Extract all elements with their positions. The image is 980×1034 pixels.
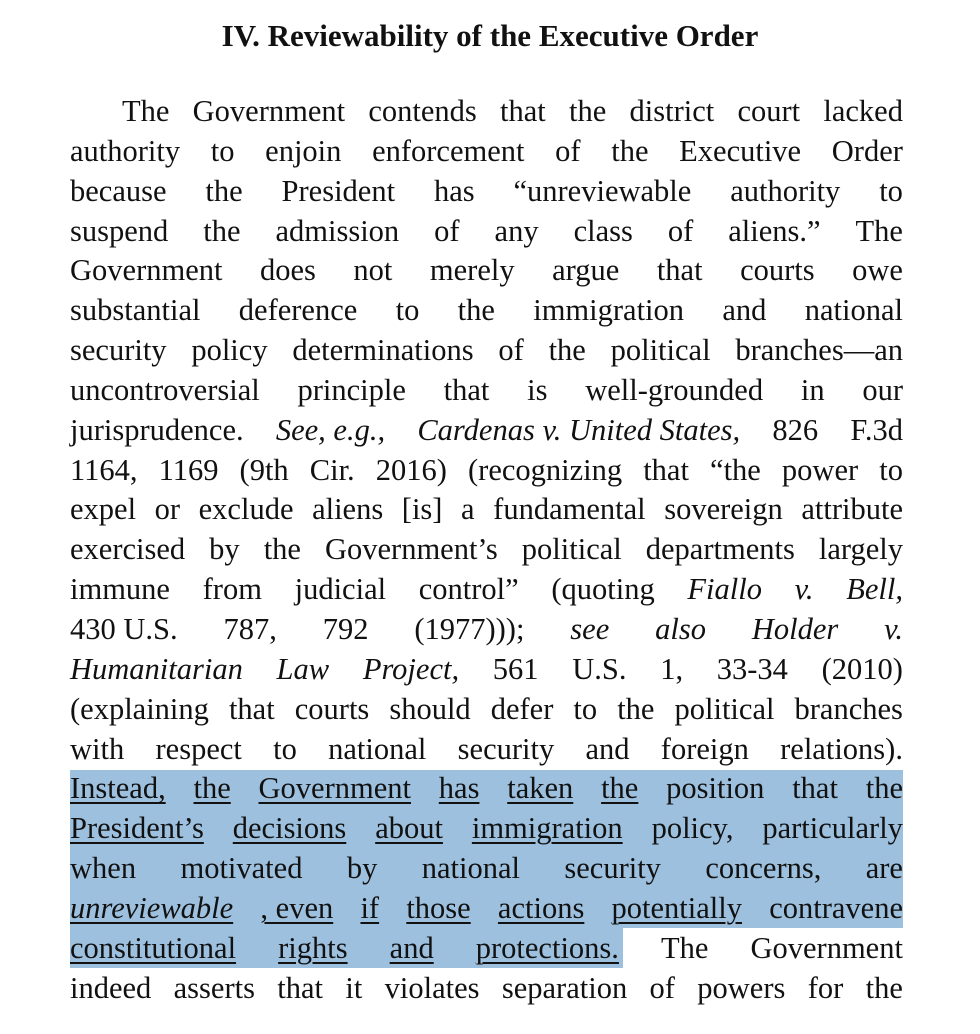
word: exclude bbox=[198, 492, 294, 527]
word: Government bbox=[750, 930, 903, 965]
word: by bbox=[209, 532, 240, 567]
word: national bbox=[804, 293, 903, 328]
word: does bbox=[259, 253, 316, 288]
word: rights bbox=[278, 930, 348, 965]
word: that bbox=[443, 372, 490, 407]
word: taken bbox=[507, 771, 574, 806]
word: our bbox=[862, 372, 903, 407]
word: the bbox=[617, 691, 655, 726]
word: (recognizing bbox=[468, 452, 623, 487]
word: the bbox=[203, 213, 241, 248]
word: Humanitarian bbox=[70, 651, 243, 686]
word: district bbox=[629, 94, 715, 128]
word: contends bbox=[368, 94, 477, 128]
text-line bbox=[70, 172, 903, 212]
word: security bbox=[564, 851, 661, 886]
word: potentially bbox=[611, 890, 742, 925]
word: political bbox=[674, 691, 775, 726]
word: security bbox=[70, 333, 167, 368]
word: see bbox=[570, 611, 610, 646]
word: the bbox=[457, 293, 495, 328]
text-line bbox=[70, 212, 903, 252]
word: courts bbox=[294, 691, 370, 726]
word: Government bbox=[258, 771, 411, 806]
text-line bbox=[70, 769, 903, 809]
word: 787, bbox=[223, 611, 277, 646]
word: when bbox=[70, 851, 137, 886]
word: of bbox=[434, 213, 460, 248]
word: 1, bbox=[660, 651, 684, 686]
word: to bbox=[879, 452, 903, 487]
word: fundamental bbox=[493, 492, 646, 527]
word: to bbox=[210, 133, 235, 168]
word: Cir. bbox=[309, 452, 355, 487]
word: enjoin bbox=[265, 133, 342, 168]
word: national bbox=[328, 731, 427, 766]
word: Instead, bbox=[70, 771, 166, 806]
word: authority bbox=[70, 133, 181, 168]
word: 1169 bbox=[158, 452, 219, 487]
word: 561 bbox=[492, 651, 539, 686]
word: of bbox=[555, 133, 581, 168]
word: well-grounded bbox=[585, 372, 764, 407]
word: has bbox=[433, 173, 475, 208]
word: immigration bbox=[471, 811, 623, 846]
word: the bbox=[865, 771, 903, 806]
word: expel bbox=[70, 492, 137, 527]
word: [is] bbox=[401, 492, 443, 527]
word: and bbox=[585, 731, 630, 766]
text-line bbox=[70, 849, 903, 889]
word: the bbox=[548, 333, 586, 368]
word: power bbox=[781, 452, 859, 487]
word: determinations bbox=[292, 333, 474, 368]
word: exercised bbox=[70, 532, 186, 567]
text-line bbox=[70, 451, 903, 491]
word: contravene bbox=[769, 890, 903, 925]
text-line bbox=[70, 690, 903, 730]
word: has bbox=[438, 771, 480, 806]
word: departments bbox=[645, 532, 795, 567]
word: Cardenas v. United States, bbox=[417, 412, 741, 447]
text-line bbox=[70, 570, 903, 610]
word: enforcement bbox=[372, 133, 525, 168]
word: (explaining bbox=[70, 691, 209, 726]
text-line bbox=[70, 411, 903, 451]
word: particularly bbox=[762, 811, 903, 846]
word: Government bbox=[70, 253, 223, 288]
word: should bbox=[389, 691, 471, 726]
text-line bbox=[70, 132, 903, 172]
word: and bbox=[722, 293, 767, 328]
word: of bbox=[498, 333, 524, 368]
text-line bbox=[70, 530, 903, 570]
text-line bbox=[70, 969, 903, 1009]
word: (quoting bbox=[551, 572, 655, 607]
word: asserts bbox=[173, 970, 255, 1005]
text-line bbox=[70, 929, 903, 969]
word: Bell, bbox=[846, 572, 903, 607]
word: control” bbox=[418, 572, 519, 607]
word: of bbox=[649, 970, 675, 1005]
word: position bbox=[666, 771, 765, 806]
text-line bbox=[70, 610, 903, 650]
word: (1977))); bbox=[414, 611, 525, 646]
word: admission bbox=[275, 213, 400, 248]
word: the bbox=[569, 94, 607, 128]
word: is bbox=[527, 372, 548, 407]
word: unreviewable bbox=[70, 890, 234, 925]
word: 792 bbox=[322, 611, 369, 646]
word: concerns, bbox=[705, 851, 822, 886]
word: branches—an bbox=[735, 333, 903, 368]
word: not bbox=[353, 253, 393, 288]
word: v. bbox=[884, 611, 903, 646]
word: authority bbox=[730, 173, 841, 208]
word: motivated bbox=[180, 851, 303, 886]
word: branches bbox=[794, 691, 903, 726]
word: to bbox=[573, 691, 598, 726]
word: immune bbox=[70, 572, 170, 607]
word: attribute bbox=[801, 492, 903, 527]
word: the bbox=[205, 173, 243, 208]
word: political bbox=[521, 532, 622, 567]
word: it bbox=[345, 970, 363, 1005]
word: the bbox=[601, 771, 639, 806]
word: national bbox=[421, 851, 520, 886]
word: The bbox=[122, 94, 170, 128]
word: respect bbox=[155, 731, 242, 766]
word: the bbox=[611, 133, 649, 168]
word: aliens.” bbox=[728, 213, 821, 248]
word: to bbox=[273, 731, 297, 766]
word: Holder bbox=[751, 611, 839, 646]
word: in bbox=[800, 372, 825, 407]
word: Government bbox=[192, 94, 346, 128]
text-line bbox=[70, 730, 903, 770]
word: the bbox=[193, 771, 231, 806]
word: 1164, bbox=[70, 452, 138, 487]
word: the bbox=[263, 532, 301, 567]
word: deference bbox=[238, 293, 358, 328]
word: U.S. bbox=[572, 651, 627, 686]
word: relations). bbox=[780, 731, 903, 766]
word: those bbox=[406, 890, 471, 925]
word: 826 bbox=[772, 412, 819, 447]
word: Fiallo bbox=[687, 572, 762, 607]
word: decisions bbox=[232, 811, 347, 846]
word: from bbox=[202, 572, 262, 607]
word: 2016) bbox=[375, 452, 447, 487]
word: and bbox=[389, 930, 434, 965]
word: largely bbox=[818, 532, 903, 567]
word: President’s bbox=[70, 811, 204, 846]
word: powers bbox=[697, 970, 786, 1005]
word: also bbox=[655, 611, 706, 646]
word: class bbox=[573, 213, 633, 248]
word: merely bbox=[429, 253, 515, 288]
word: Government’s bbox=[324, 532, 498, 567]
word: that bbox=[277, 970, 324, 1005]
text-line bbox=[70, 92, 903, 132]
word: See, e.g., bbox=[275, 412, 386, 447]
word: 33-34 bbox=[716, 651, 788, 686]
word: jurisprudence. bbox=[70, 412, 244, 447]
word: because bbox=[70, 173, 167, 208]
word: to bbox=[879, 173, 903, 208]
word: suspend bbox=[70, 213, 169, 248]
word: constitutional bbox=[70, 930, 237, 965]
word: policy, bbox=[651, 811, 734, 846]
word: argue bbox=[552, 253, 620, 288]
word: principle bbox=[297, 372, 406, 407]
word: lacked bbox=[823, 94, 903, 128]
word: policy bbox=[191, 333, 268, 368]
word: uncontroversial bbox=[70, 372, 260, 407]
word: or bbox=[154, 492, 181, 527]
word: aliens bbox=[312, 492, 384, 527]
word: court bbox=[737, 94, 801, 128]
word: the bbox=[865, 970, 903, 1005]
word: (9th bbox=[239, 452, 289, 487]
word: (2010) bbox=[821, 651, 903, 686]
word: immigration bbox=[533, 293, 685, 328]
word: violates bbox=[384, 970, 480, 1005]
word: political bbox=[610, 333, 711, 368]
text-line bbox=[70, 251, 903, 291]
text-line bbox=[70, 809, 903, 849]
word: about bbox=[375, 811, 443, 846]
word: that bbox=[500, 94, 546, 128]
section-heading: IV. Reviewability of the Executive Order bbox=[221, 18, 759, 53]
word: judicial bbox=[294, 572, 387, 607]
word: actions bbox=[497, 890, 585, 925]
text-line bbox=[70, 291, 903, 331]
word: foreign bbox=[660, 731, 749, 766]
text-line bbox=[70, 371, 903, 411]
word: that bbox=[643, 452, 689, 487]
word: Executive bbox=[679, 133, 802, 168]
word: F.3d bbox=[850, 412, 903, 447]
word: protections. bbox=[475, 930, 619, 965]
word: for bbox=[807, 970, 844, 1005]
word: Order bbox=[831, 133, 903, 168]
word: President bbox=[281, 173, 396, 208]
text-line bbox=[70, 650, 903, 690]
word: separation bbox=[501, 970, 628, 1005]
word: Law bbox=[276, 651, 330, 686]
word: a bbox=[461, 492, 475, 527]
word: “the bbox=[710, 452, 761, 487]
word: , even bbox=[260, 890, 334, 925]
word: The bbox=[855, 213, 903, 248]
word: v. bbox=[794, 572, 814, 607]
word: defer bbox=[490, 691, 554, 726]
word: Project, bbox=[362, 651, 460, 686]
paragraph bbox=[70, 92, 903, 1008]
word: that bbox=[656, 253, 703, 288]
word: owe bbox=[852, 253, 903, 288]
word: that bbox=[228, 691, 275, 726]
word: indeed bbox=[70, 970, 152, 1005]
word: security bbox=[457, 731, 555, 766]
word: any bbox=[494, 213, 539, 248]
word: of bbox=[667, 213, 694, 248]
word: that bbox=[792, 771, 838, 806]
text-line bbox=[70, 331, 903, 371]
word: if bbox=[360, 890, 380, 925]
word: are bbox=[865, 851, 903, 886]
word: substantial bbox=[70, 293, 201, 328]
word: to bbox=[395, 293, 420, 328]
text-line bbox=[70, 490, 903, 530]
word: sovereign bbox=[664, 492, 783, 527]
word: by bbox=[346, 851, 378, 886]
word: with bbox=[70, 731, 125, 766]
word: courts bbox=[740, 253, 815, 288]
word: 430 U.S. bbox=[70, 611, 178, 646]
word: “unreviewable bbox=[513, 173, 692, 208]
text-line bbox=[70, 889, 903, 929]
word: The bbox=[660, 930, 709, 965]
